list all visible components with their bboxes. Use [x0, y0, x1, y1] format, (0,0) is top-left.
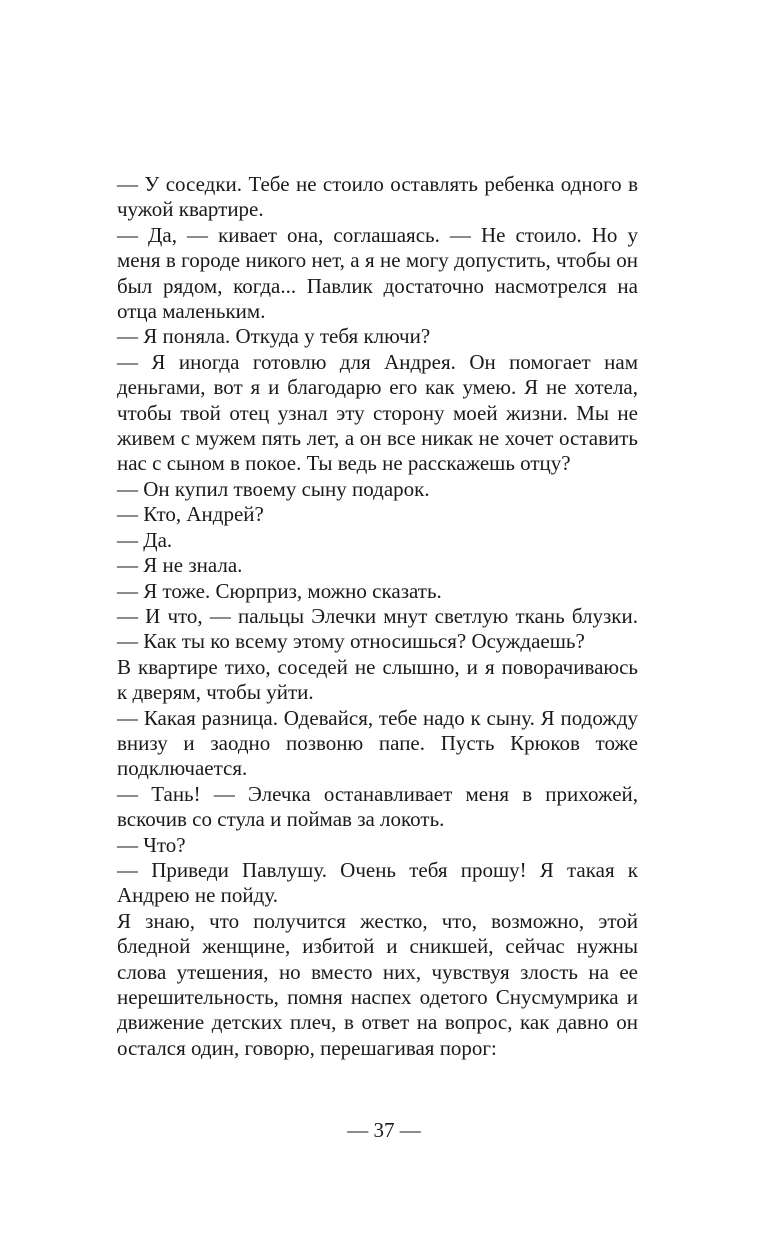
paragraph: — Тань! — Элечка останавливает меня в прихожей, вскочив со стула и поймав за локоть.	[117, 781, 638, 832]
paragraph: — Что?	[117, 832, 186, 857]
body-text	[117, 172, 638, 1061]
paragraph: — Я иногда готовлю для Андрея. Он помогает нам деньгами, вот я и благодарю его как умею. Я не хотела, чтобы твой отец узнал эту сторону моей жизни. Мы не живем с мужем пять лет, а он все никак не хочет оставить нас с сыном в покое. Ты ведь не расскажешь отцу?	[117, 349, 638, 476]
paragraph: — Я не знала.	[117, 553, 243, 578]
paragraph: — Кто, Андрей?	[117, 502, 264, 527]
paragraph: — Я поняла. Откуда у тебя ключи?	[117, 324, 431, 349]
paragraph: — У соседки. Тебе не стоило оставлять ребенка одного в чужой квартире.	[117, 172, 638, 222]
paragraph: Я знаю, что получится жестко, что, возможно, этой бледной женщине, избитой и сникшей, сейчас нужны слова утешения, но вместо них, чувствуя злость на ее нерешительность, помня наспех одетого Снусмумрика и движение детских плеч, в ответ на вопрос, как давно он остался один, говорю, перешагивая порог:	[117, 908, 638, 1060]
paragraph: — Да.	[117, 527, 173, 552]
page-number: — 37 —	[347, 1118, 421, 1142]
paragraph: — Приведи Павлушу. Очень тебя прошу! Я такая к Андрею не пойду.	[117, 857, 638, 908]
paragraph: В квартире тихо, соседей не слышно, и я поворачиваюсь к дверям, чтобы уйти.	[117, 654, 638, 705]
paragraph: — И что, — пальцы Элечки мнут светлую ткань блузки. — Как ты ко всему этому относишься? Осуждаешь?	[117, 603, 638, 654]
paragraph: — Какая разница. Одевайся, тебе надо к сыну. Я подожду внизу и заодно позвоню папе. Пусть Крюков тоже подключается.	[117, 705, 638, 781]
paragraph: — Да, — кивает она, соглашаясь. — Не стоило. Но у меня в городе никого нет, а я не могу допустить, чтобы он был рядом, когда... Павлик достаточно насмотрелся на отца маленьким.	[117, 222, 638, 324]
paragraph: — Я тоже. Сюрприз, можно сказать.	[117, 578, 442, 603]
paragraph: — Он купил твоему сыну подарок.	[117, 476, 430, 501]
